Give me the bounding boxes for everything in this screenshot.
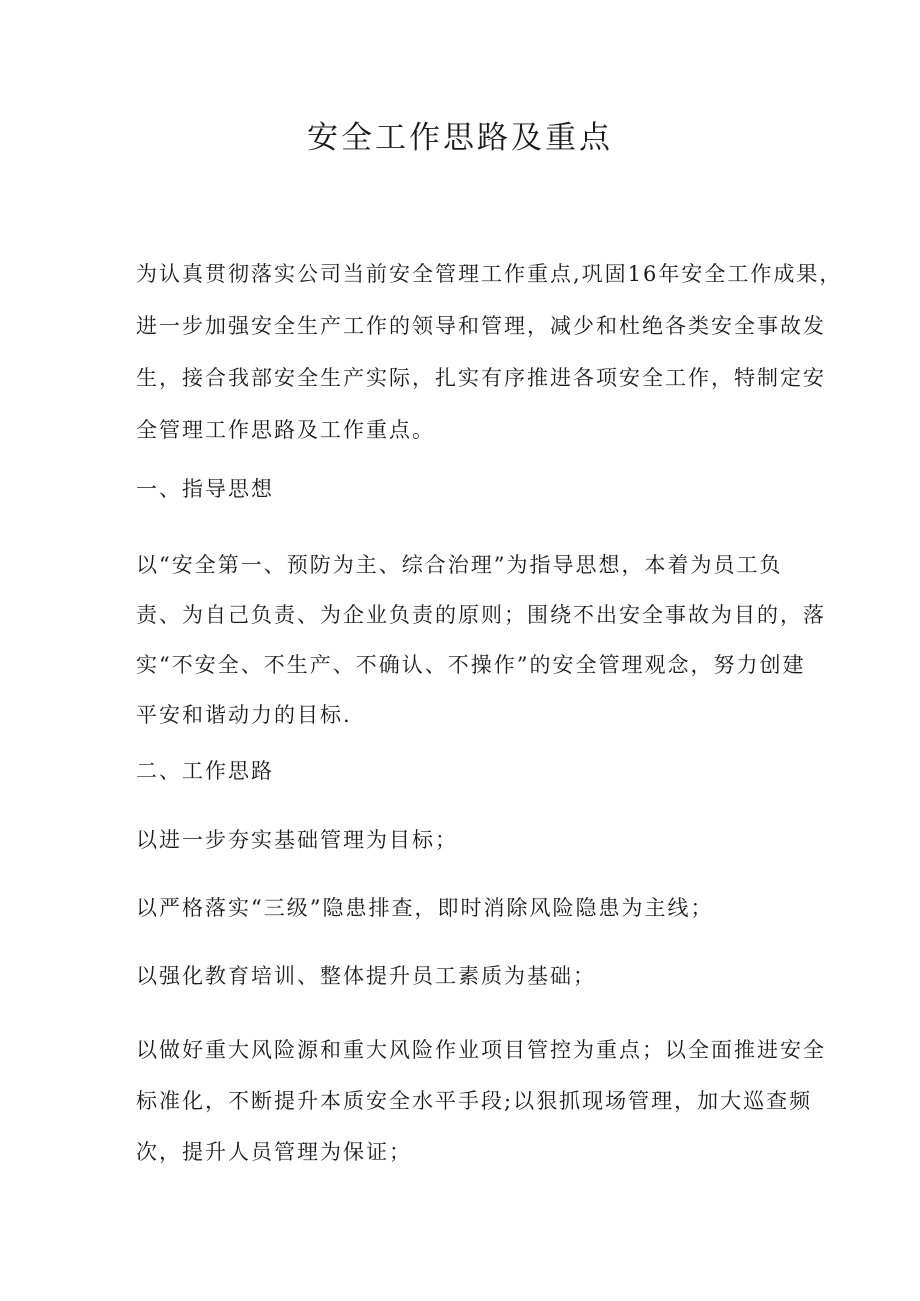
intro-line: 为认真贯彻落实公司当前安全管理工作重点,巩固16年安全工作成果， [136,262,843,286]
section-heading-work-approach: 二、工作思路 [136,759,274,783]
work-approach-item: 以强化教育培训、整体提升员工素质为基础； [136,964,596,988]
paragraph-line: 以做好重大风险源和重大风险作业项目管控为重点；以全面推进安全 [136,1038,826,1062]
paragraph-line: 以“安全第一、预防为主、综合治理”为指导思想，本着为员工负 [136,553,783,577]
work-approach-item [136,1025,826,1178]
paragraph-line: 平安和谐动力的目标. [136,703,352,727]
work-approach-item: 以进一步夯实基础管理为目标； [136,828,458,852]
section-heading-guiding-ideology: 一、指导思想 [136,477,274,501]
intro-line: 全管理工作思路及工作重点。 [136,418,435,442]
paragraph-line: 责、为自己负责、为企业负责的原则；围绕不出安全事故为目的，落 [136,603,826,627]
paragraph-line: 次，提升人员管理为保证； [136,1140,412,1164]
intro-line: 进一步加强安全生产工作的领导和管理，减少和杜绝各类安全事故发 [136,314,826,338]
document-title: 安全工作思路及重点 [307,120,613,156]
work-approach-item: 以严格落实“三级”隐患排查，即时消除风险隐患为主线； [136,896,714,920]
guiding-ideology-paragraph [136,540,826,740]
intro-paragraph [136,248,843,456]
paragraph-line: 标准化，不断提升本质安全水平手段;以狠抓现场管理，加大巡查频 [136,1089,813,1113]
paragraph-line: 实“不安全、不生产、不确认、不操作”的安全管理观念，努力创建 [136,653,806,677]
intro-line: 生，接合我部安全生产实际，扎实有序推进各项安全工作，特制定安 [136,366,826,390]
